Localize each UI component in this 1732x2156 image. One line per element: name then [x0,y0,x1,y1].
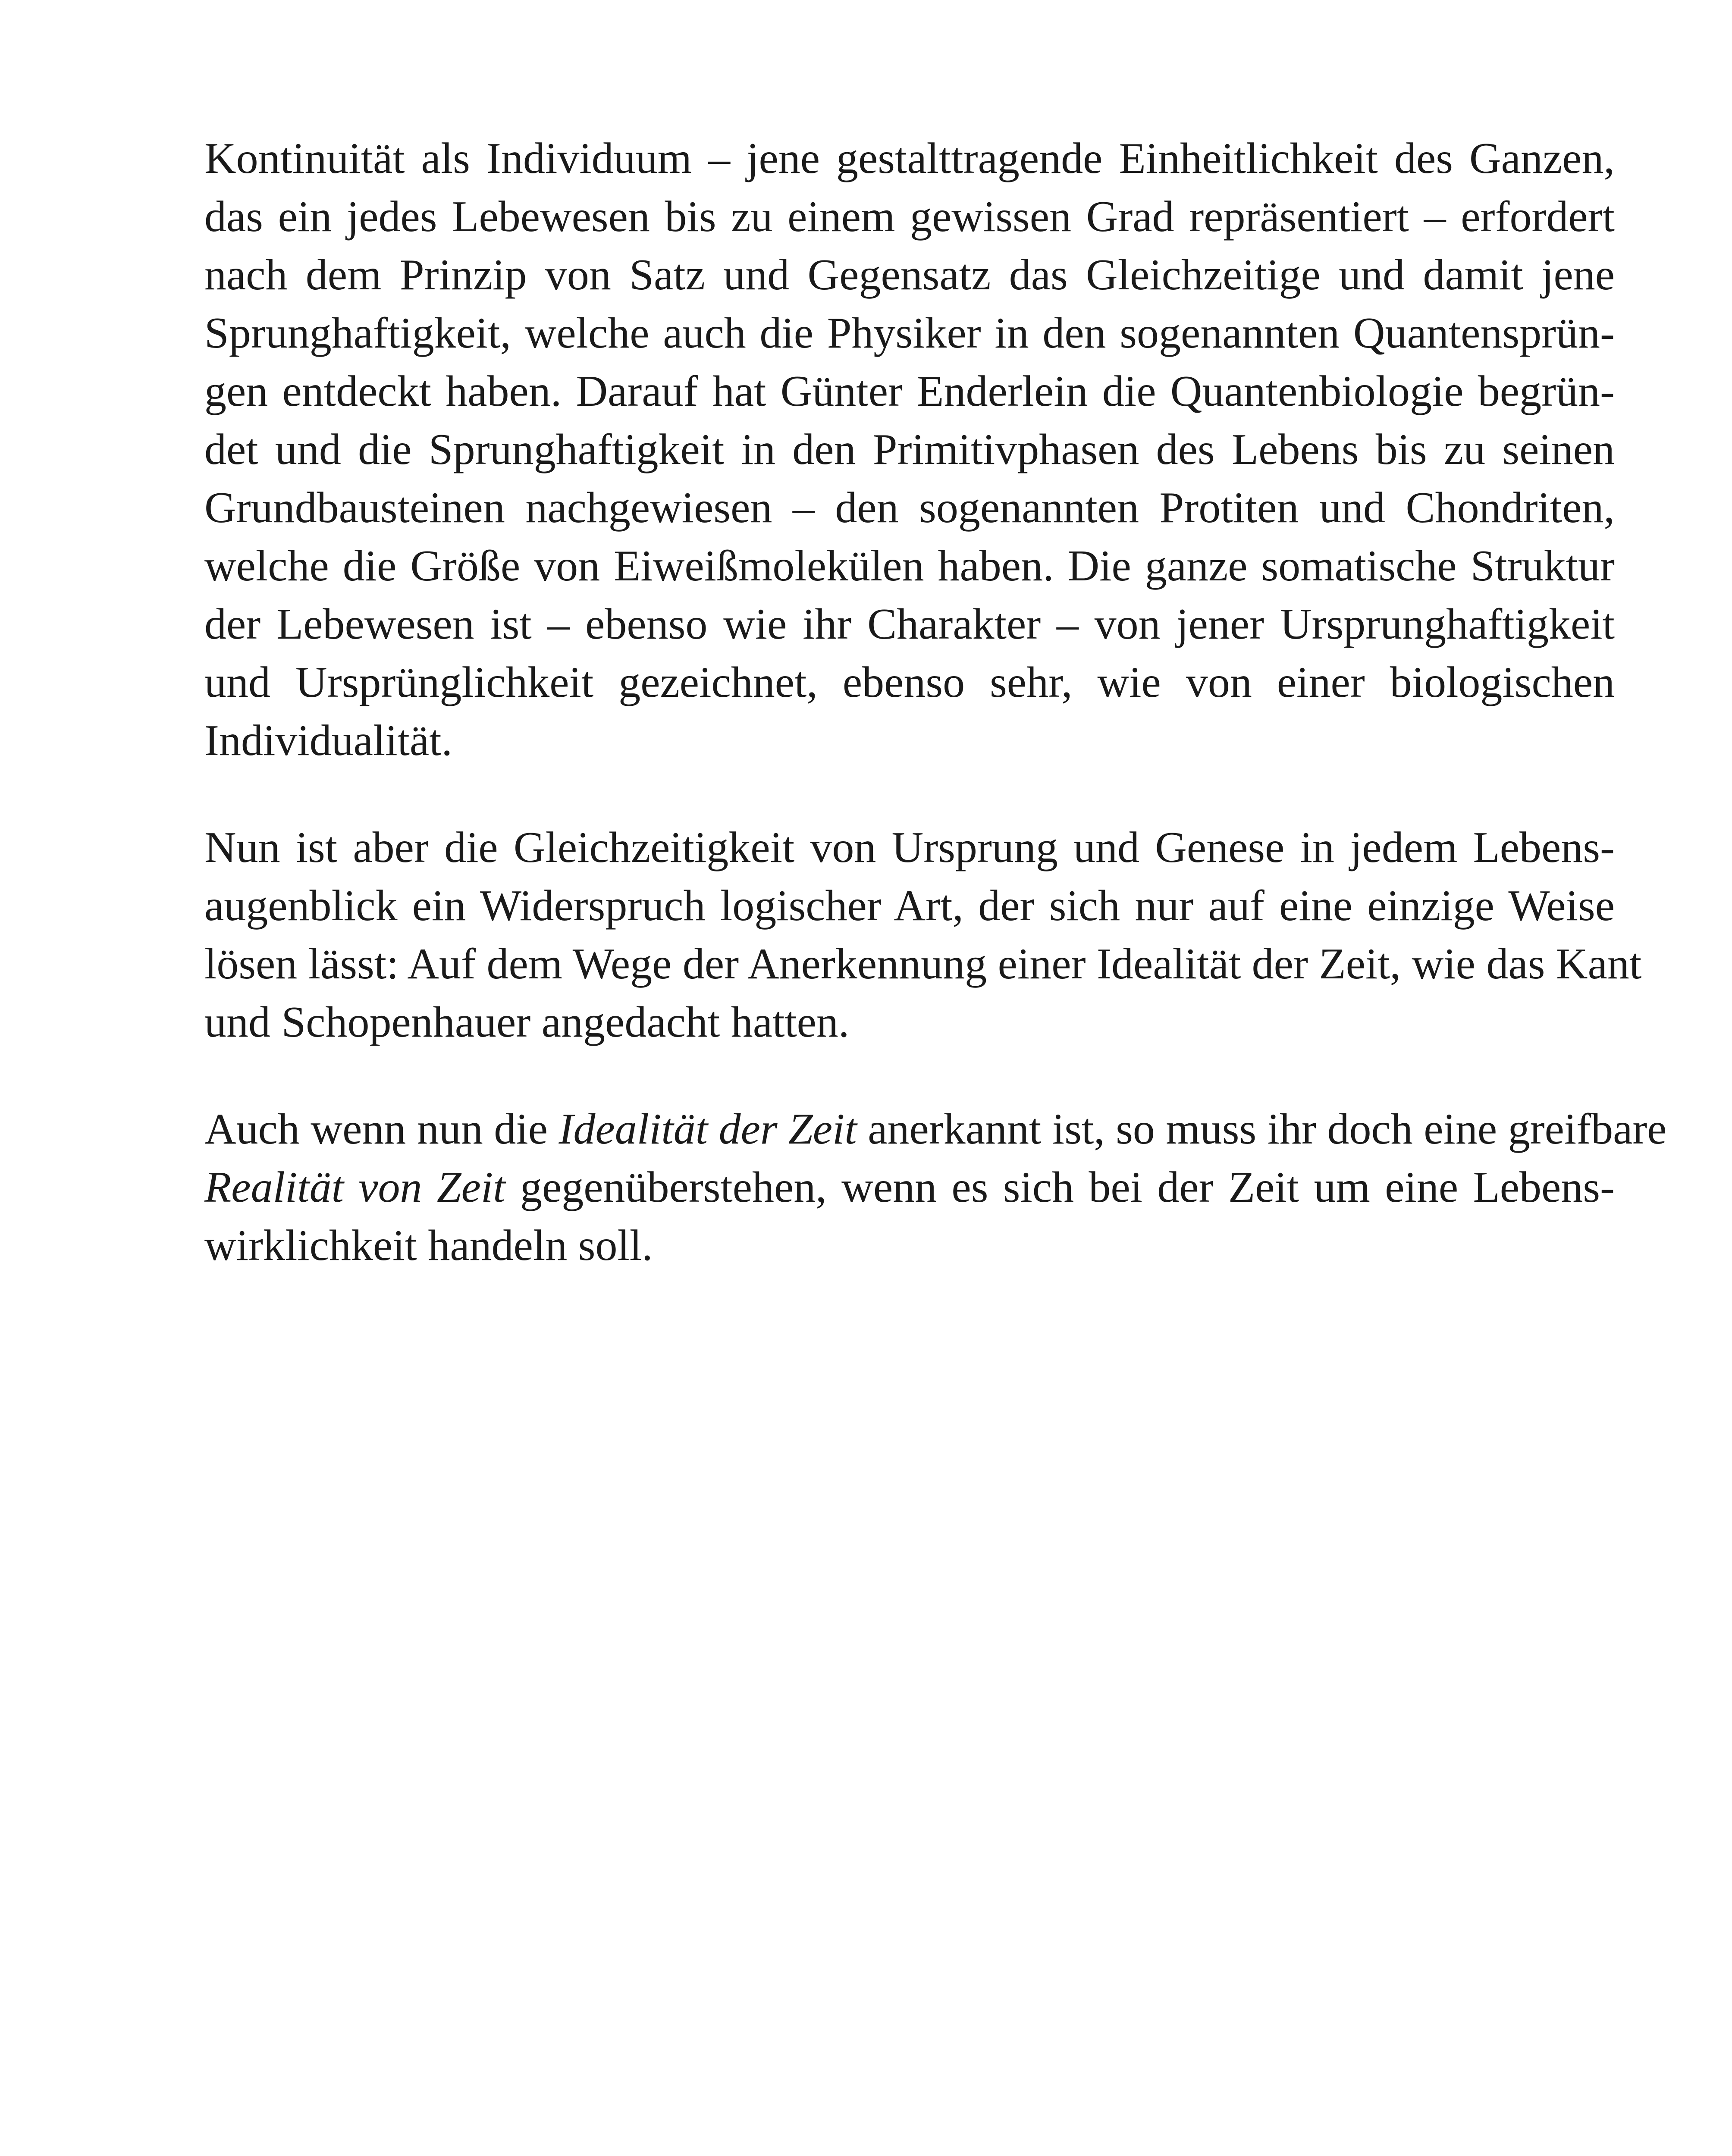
text-line: Nun ist aber die Gleichzeitigkeit von Ursprung und Genese in jedem Lebens- [204,823,1615,872]
paragraph-2 [204,818,1642,1051]
text-segment: anerkannt ist, so muss ihr doch eine greifbare [857,1105,1667,1153]
text-line: nach dem Prinzip von Satz und Gegensatz das Gleichzeitige und damit jene [204,251,1615,299]
text-line: gen entdeckt haben. Darauf hat Günter Enderlein die Quantenbiologie begrün- [204,367,1615,416]
text-line: Grundbausteinen nachgewiesen – den sogenannten Protiten und Chondriten, [204,483,1615,532]
text-line: wirklichkeit handeln soll. [204,1221,653,1270]
text-line: det und die Sprunghaftigkeit in den Primitivphasen des Lebens bis zu seinen [204,425,1615,474]
text-line: Individualität. [204,716,453,765]
text-line: welche die Größe von Eiweißmolekülen haben. Die ganze somatische Struktur [204,542,1615,590]
text-line: Kontinuität als Individuum – jene gestalttragende Einheitlichkeit des Ganzen, [204,134,1615,183]
text-line: Sprunghaftigkeit, welche auch die Physiker in den sogenannten Quantensprün- [204,309,1615,357]
italic-term: Idealität der Zeit [559,1105,857,1153]
text-line: und Schopenhauer angedacht hatten. [204,998,850,1047]
text-segment: Auch wenn nun die [204,1105,559,1153]
text-line: das ein jedes Lebewesen bis zu einem gewissen Grad repräsentiert – erfordert [204,192,1615,241]
text-line: und Ursprünglichkeit gezeichnet, ebenso sehr, wie von einer biologischen [204,658,1615,707]
text-line: augenblick ein Widerspruch logischer Art, der sich nur auf eine einzige Weise [204,881,1615,930]
text-line: lösen lässt: Auf dem Wege der Anerkennung einer Idealität der Zeit, wie das Kant [204,940,1642,988]
body-text [204,129,1667,1275]
paragraph-1 [204,129,1615,770]
text-line [204,1100,1667,1158]
text-segment: gegenüberstehen, wenn es sich bei der Zeit um eine Lebens- [505,1163,1615,1212]
text-line: der Lebewesen ist – ebenso wie ihr Charakter – von jener Ursprunghaftigkeit [204,600,1615,649]
italic-term: Realität von Zeit [204,1163,505,1212]
text-line [204,1158,1615,1216]
paragraph-3 [204,1100,1667,1275]
